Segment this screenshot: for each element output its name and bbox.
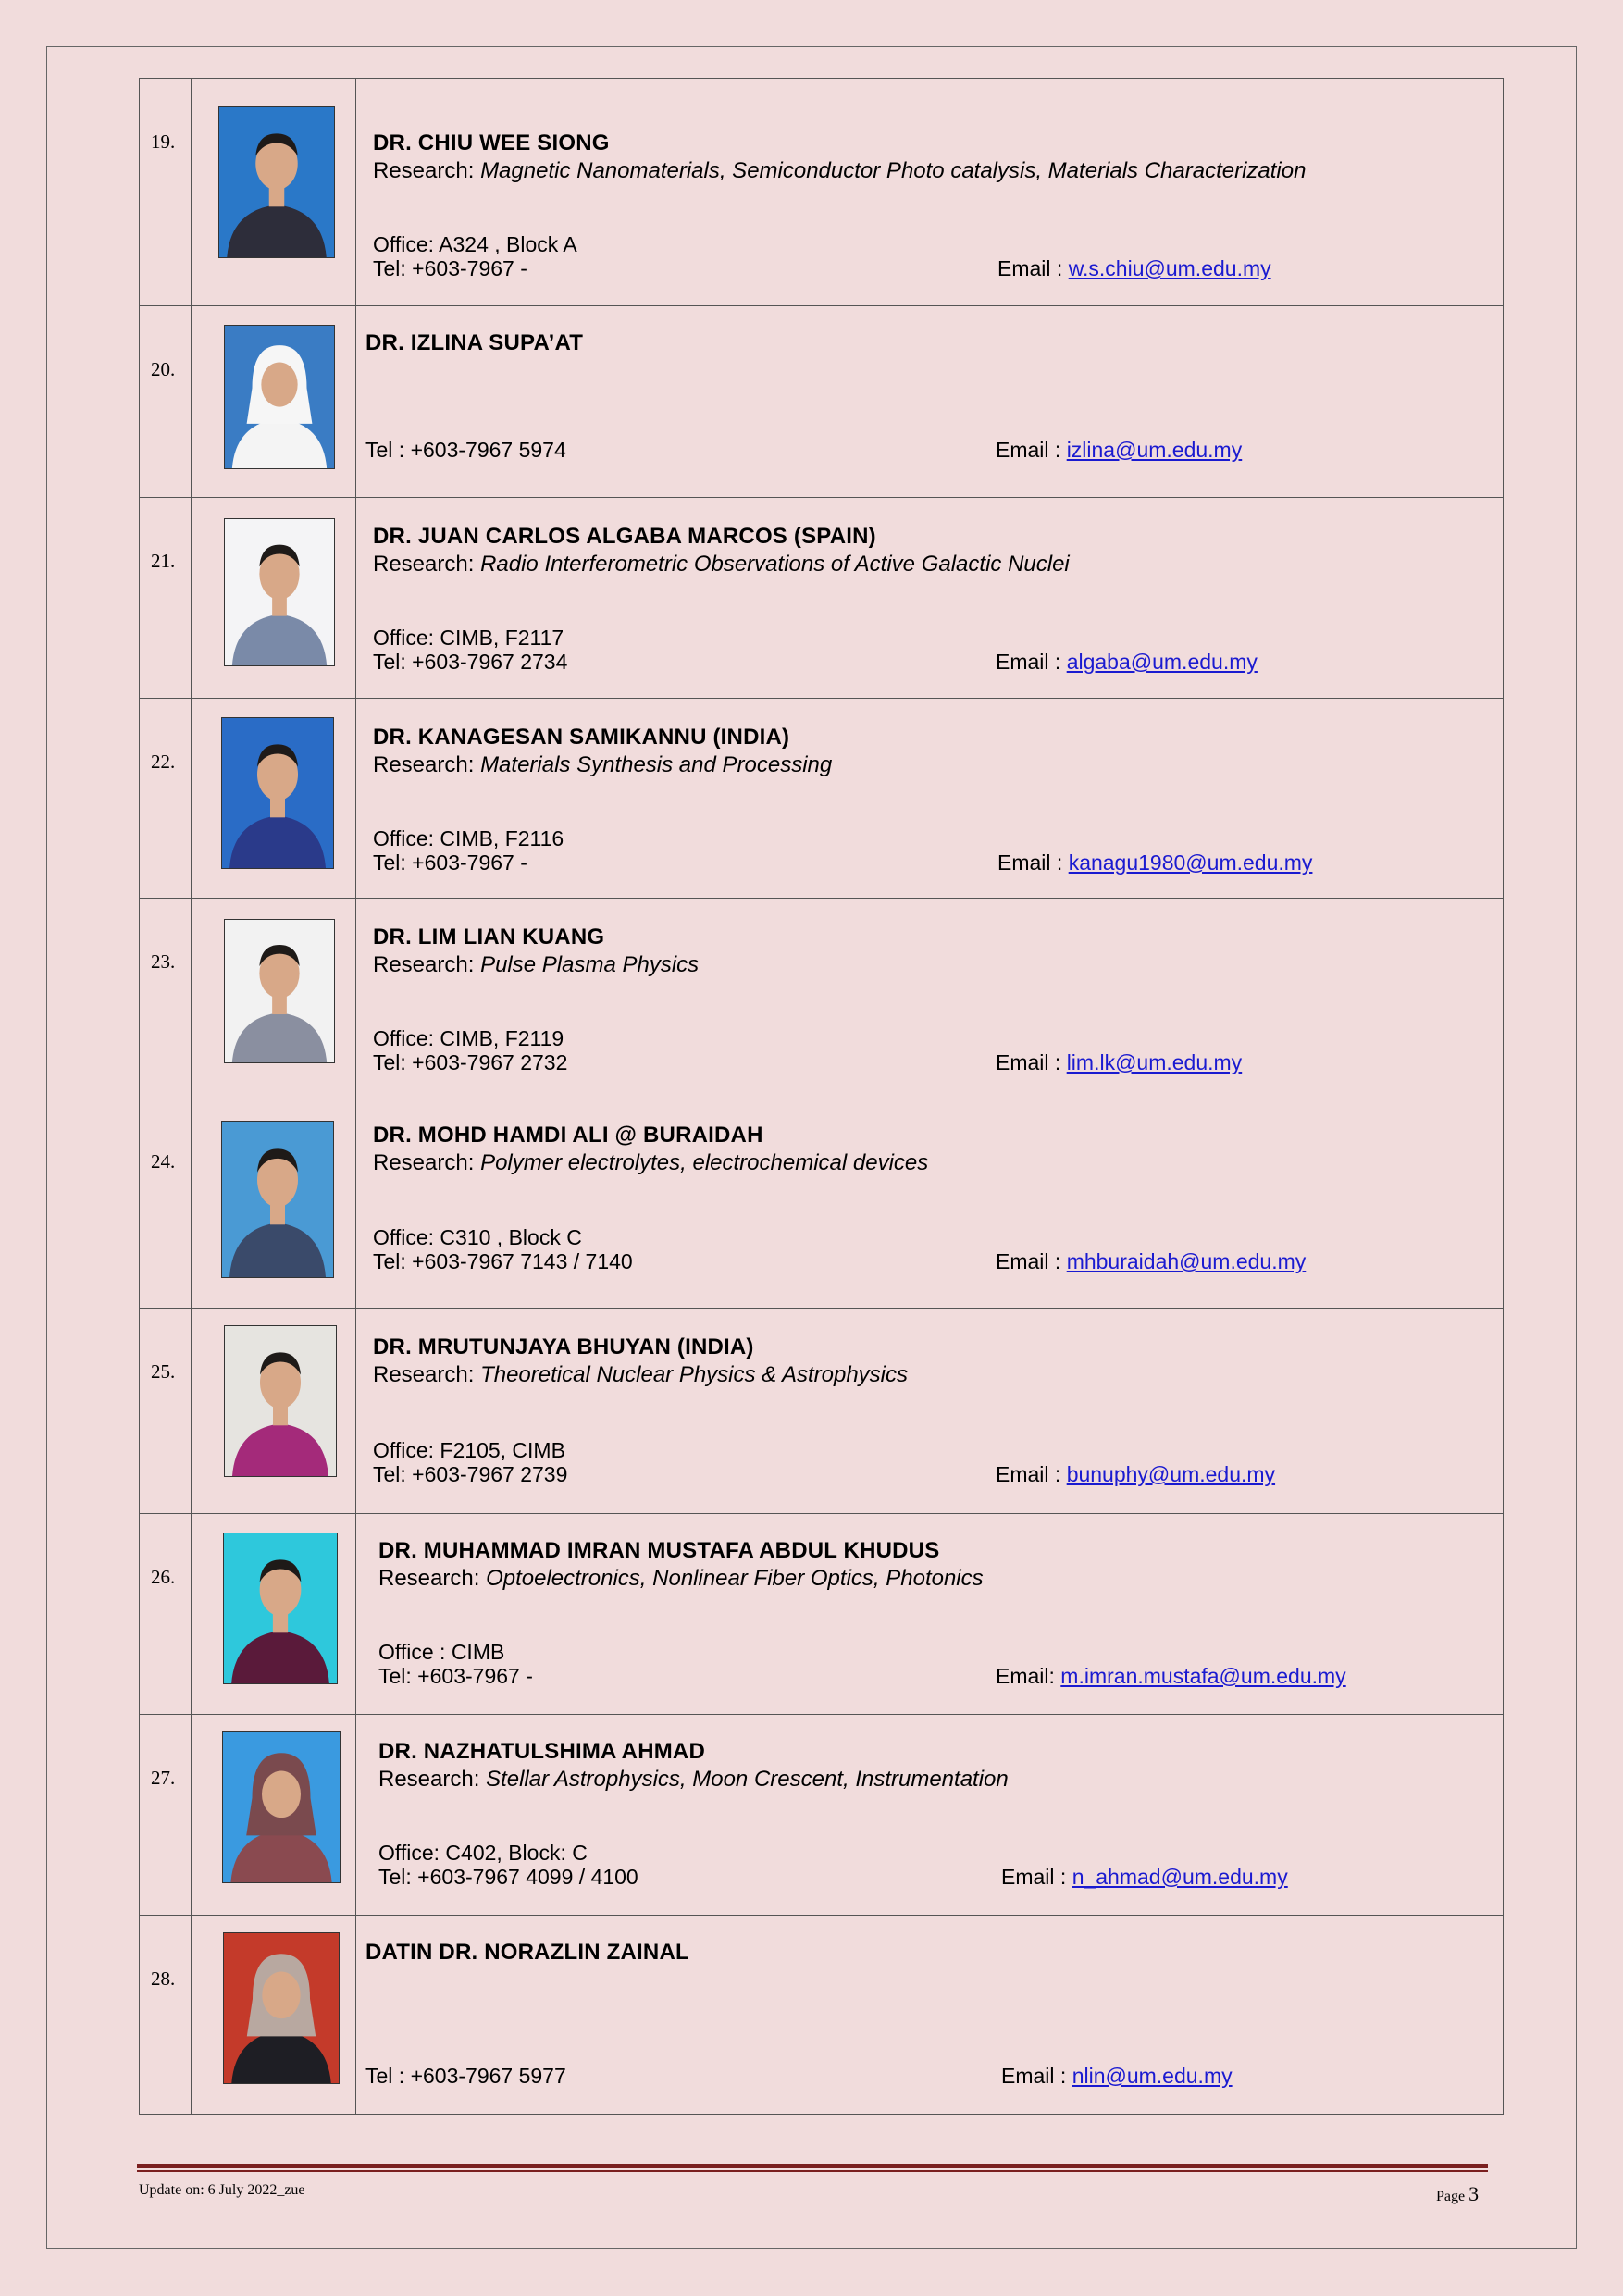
row-number-cell [140,1309,192,1514]
footer-rule-thin [137,2170,1488,2172]
research-label: Research: [378,1767,487,1792]
research-label: Research: [373,552,481,577]
research-areas: Stellar Astrophysics, Moon Crescent, Instrumentation [486,1767,1009,1792]
page-number: 3 [1468,2182,1480,2205]
page-label: Page [1436,2189,1469,2204]
office-location: Office: A324 , Block A [373,232,577,256]
row-number: 20. [151,358,176,380]
staff-name: DR. NAZHATULSHIMA AHMAD [378,1739,705,1764]
email-link[interactable]: algaba@um.edu.my [1066,650,1258,674]
row-number: 27. [151,1767,176,1789]
staff-info-cell [356,1715,1504,1916]
photo-cell [192,899,356,1098]
research-label: Research: [373,952,481,977]
row-number-cell [140,1514,192,1715]
telephone: Tel: +603-7967 2734 [373,650,568,674]
research-areas: Pulse Plasma Physics [480,952,700,977]
research-line [373,552,1070,577]
email-label: Email : [996,1050,1067,1074]
research-line [373,1150,928,1176]
row-number: 23. [151,950,176,973]
staff-name: DR. MUHAMMAD IMRAN MUSTAFA ABDUL KHUDUS [378,1538,940,1563]
row-number: 24. [151,1150,176,1173]
email-label: Email : [996,650,1067,674]
telephone: Tel: +603-7967 - [373,256,527,280]
email-link[interactable]: nlin@um.edu.my [1072,2064,1233,2088]
email-link[interactable]: lim.lk@um.edu.my [1066,1050,1243,1074]
photo-cell [192,1715,356,1916]
email-line [996,1462,1275,1487]
staff-info-cell [356,306,1504,498]
staff-row [140,1309,1504,1514]
telephone: Tel : +603-7967 5974 [365,438,566,462]
email-line [996,1050,1242,1075]
footer-rule-thick [137,2164,1488,2168]
row-number: 22. [151,751,176,773]
row-number: 26. [151,1566,176,1588]
email-label: Email: [996,1664,1061,1688]
staff-row [140,79,1504,306]
email-line [996,438,1242,463]
photo-cell [192,699,356,899]
staff-name: DR. MOHD HAMDI ALI @ BURAIDAH [373,1123,763,1148]
research-label: Research: [378,1566,487,1591]
email-line [997,256,1271,281]
row-number: 28. [151,1967,176,1990]
email-label: Email : [996,1462,1067,1486]
office-location: Office: CIMB, F2117 [373,626,564,650]
email-label: Email : [996,438,1067,462]
row-number-cell [140,1916,192,2115]
staff-info-cell [356,1098,1504,1309]
email-link[interactable]: m.imran.mustafa@um.edu.my [1060,1664,1346,1688]
footer-update-note: Update on: 6 July 2022_zue [139,2182,305,2198]
research-label: Research: [373,1150,481,1175]
photo-cell [192,306,356,498]
research-label: Research: [373,1362,481,1387]
telephone: Tel: +603-7967 2739 [373,1462,568,1486]
office-location: Office: F2105, CIMB [373,1438,565,1462]
staff-photo [221,717,334,869]
telephone: Tel: +603-7967 7143 / 7140 [373,1249,633,1273]
staff-info-cell [356,899,1504,1098]
research-line [373,1362,908,1388]
staff-name: DR. LIM LIAN KUANG [373,925,605,949]
email-line [997,850,1312,875]
email-line [1001,1865,1288,1890]
email-link[interactable]: bunuphy@um.edu.my [1066,1462,1276,1486]
research-areas: Theoretical Nuclear Physics & Astrophysics [480,1362,909,1387]
staff-photo [224,919,335,1063]
email-line [996,1249,1306,1274]
staff-photo [221,1121,334,1278]
email-line [1001,2064,1233,2089]
row-number-cell [140,1715,192,1916]
research-areas: Radio Interferometric Observations of Active Galactic Nuclei [480,552,1070,577]
email-label: Email : [997,850,1069,875]
research-areas: Optoelectronics, Nonlinear Fiber Optics, Photonics [486,1566,984,1591]
staff-row [140,899,1504,1098]
footer-page-number [1436,2182,1479,2206]
staff-photo [223,1932,340,2084]
row-number-cell [140,1098,192,1309]
email-link[interactable]: kanagu1980@um.edu.my [1068,850,1313,875]
staff-row [140,1715,1504,1916]
staff-photo [218,106,335,258]
telephone: Tel: +603-7967 - [378,1664,533,1688]
staff-info-cell [356,1309,1504,1514]
staff-info-cell [356,1916,1504,2115]
staff-directory-table [139,78,1504,2115]
staff-photo [222,1731,341,1883]
office-location: Office : CIMB [378,1640,505,1664]
row-number-cell [140,306,192,498]
email-link[interactable]: n_ahmad@um.edu.my [1072,1865,1288,1889]
staff-row [140,699,1504,899]
row-number-cell [140,899,192,1098]
staff-photo [224,518,335,666]
email-label: Email : [1001,1865,1072,1889]
staff-row [140,498,1504,699]
staff-row [140,306,1504,498]
staff-photo [224,325,335,469]
office-location: Office: C310 , Block C [373,1225,582,1249]
photo-cell [192,1098,356,1309]
email-link[interactable]: w.s.chiu@um.edu.my [1068,256,1271,280]
staff-photo [224,1325,337,1477]
staff-info-cell [356,1514,1504,1715]
staff-info-cell [356,699,1504,899]
email-link[interactable]: izlina@um.edu.my [1066,438,1243,462]
email-label: Email : [1001,2064,1072,2088]
email-link[interactable]: mhburaidah@um.edu.my [1066,1249,1307,1273]
staff-name: DR. IZLINA SUPA’AT [365,330,584,355]
research-line [373,952,699,978]
research-label: Research: [373,752,481,777]
staff-info-cell [356,79,1504,306]
staff-row [140,1514,1504,1715]
research-line [373,752,832,778]
research-areas: Materials Synthesis and Processing [480,752,833,777]
research-line [378,1767,1009,1793]
office-location: Office: C402, Block: C [378,1841,588,1865]
row-number: 25. [151,1360,176,1383]
photo-cell [192,1916,356,2115]
office-location: Office: CIMB, F2116 [373,826,564,850]
email-line [996,650,1258,675]
staff-row [140,1916,1504,2115]
photo-cell [192,1514,356,1715]
row-number-cell [140,79,192,306]
office-location: Office: CIMB, F2119 [373,1026,564,1050]
staff-photo [223,1533,338,1684]
photo-cell [192,79,356,306]
row-number-cell [140,699,192,899]
staff-info-cell [356,498,1504,699]
row-number: 21. [151,550,176,572]
research-line [373,158,1306,184]
email-label: Email : [996,1249,1067,1273]
staff-name: DR. MRUTUNJAYA BHUYAN (INDIA) [373,1334,754,1359]
research-label: Research: [373,158,481,183]
research-areas: Polymer electrolytes, electrochemical devices [480,1150,929,1175]
research-areas: Magnetic Nanomaterials, Semiconductor Photo catalysis, Materials Characterization [480,158,1307,183]
photo-cell [192,498,356,699]
telephone: Tel: +603-7967 2732 [373,1050,568,1074]
telephone: Tel: +603-7967 4099 / 4100 [378,1865,638,1889]
row-number-cell [140,498,192,699]
photo-cell [192,1309,356,1514]
staff-name: DR. JUAN CARLOS ALGABA MARCOS (SPAIN) [373,524,876,549]
research-line [378,1566,984,1592]
telephone: Tel: +603-7967 - [373,850,527,875]
staff-name: DR. CHIU WEE SIONG [373,130,610,155]
telephone: Tel : +603-7967 5977 [365,2064,566,2088]
staff-name: DR. KANAGESAN SAMIKANNU (INDIA) [373,725,790,750]
email-line [996,1664,1346,1689]
row-number: 19. [151,130,176,153]
email-label: Email : [997,256,1069,280]
staff-row [140,1098,1504,1309]
staff-name: DATIN DR. NORAZLIN ZAINAL [365,1940,689,1965]
